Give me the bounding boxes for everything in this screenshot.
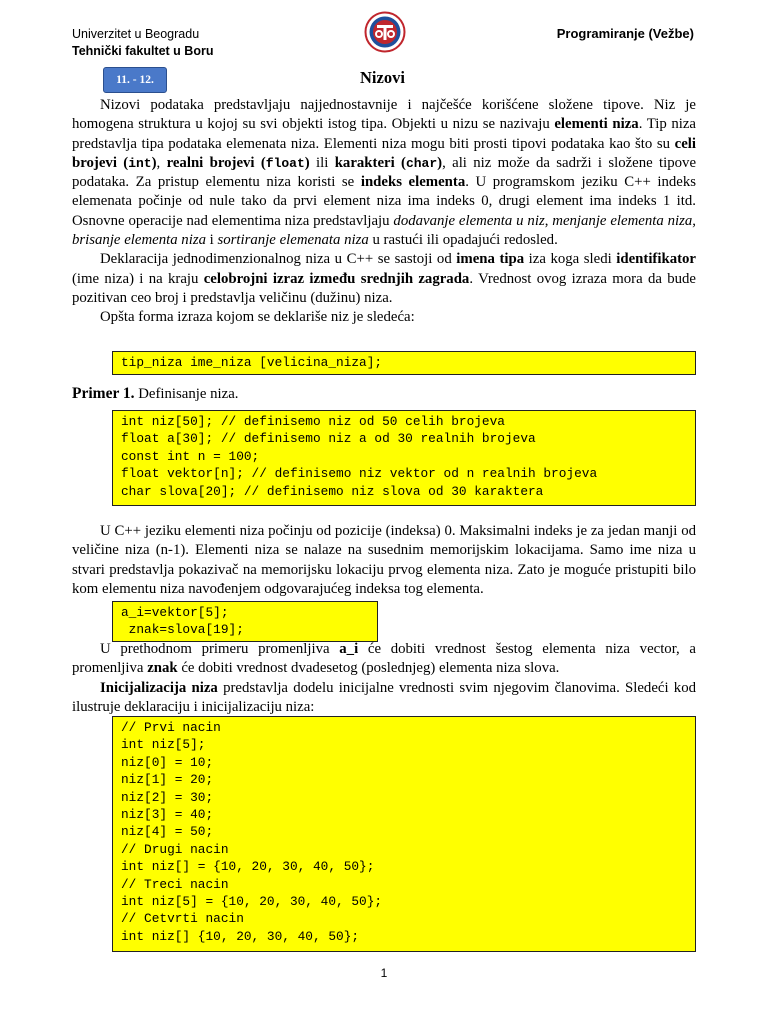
intro-text	[72, 96, 696, 328]
code-block-example: int niz[50]; // definisemo niz od 50 celih brojeva float a[30]; // definisemo niz a od 30 realnih brojeva const int n = 100; float vektor[n]; // definisemo niz vektor od n realnih brojeva char slova[20]; // definisemo niz slova od 30 karaktera	[112, 410, 696, 506]
page-title: Nizovi	[360, 68, 405, 87]
header-left	[72, 26, 213, 60]
explanation-text	[72, 640, 696, 717]
code-block-general-form: tip_niza ime_niza [velicina_niza];	[112, 351, 696, 375]
paragraph-explanation: U prethodnom primeru promenljiva a_i će dobiti vrednost šestog elementa niza vector, a promenljiva znak će dobiti vrednost dvadesetog (poslednjeg) elementa niza slova.	[72, 641, 696, 677]
university-name: Univerzitet u Beogradu	[72, 27, 200, 41]
paragraph-general-form: Opšta forma izraza kojom se deklariše niz je sledeća:	[100, 309, 415, 326]
faculty-logo	[364, 11, 406, 53]
code-block-initialization: // Prvi nacin int niz[5]; niz[0] = 10; niz[1] = 20; niz[2] = 30; niz[3] = 40; niz[4] = 50; // Drugi nacin int niz[] = {10, 20, 30, 40, 50}; // Treci nacin int niz[5] = {10, 20, 30, 40, 50}; // Cetvrti nacin int niz[] {10, 20, 30, 40, 50};	[112, 716, 696, 952]
page-number: 1	[380, 966, 388, 980]
faculty-name: Tehnički fakultet u Boru	[72, 44, 214, 58]
paragraph-declaration: Deklaracija jednodimenzionalnog niza u C++ se sastoji od imena tipa iza koga sledi identifikator (ime niza) i na kraju celobrojni izraz između srednjih zagrada. Vrednost ovog izraza mora da bude pozitivan ceo broj i predstavlja veličinu (dužinu) niza.	[72, 251, 696, 306]
paragraph-intro: Nizovi podataka predstavljaju najjednostavnije i najčešće korišćene složene tipove. Niz je homogena struktura u kojoj su svi objekti istog tipa. Objekti u nizu se nazivaju elementi niza. Tip niza predstavlja tipa podataka elemenata niza. Elementi niza mogu biti prosti tipovi podataka kao što su celi brojevi (int), realni brojevi (float) ili karakteri (char), ali niz može da sadrži i složene tipove podataka. Za pristup elementu niza koristi se indeks elementa. U programskom jeziku C++ indeks elemenata počinje od nule tako da prvi element niza ima indeks 0, drugi element ima indeks 1 itd. Osnovne operacije nad elementima niza predstavljaju dodavanje elementa u niz, menjanje elementa niza, brisanje elementa niza i sortiranje elemenata niza u rastući ili opadajući redosled.	[72, 97, 697, 249]
course-name: Programiranje (Vežbe)	[556, 26, 694, 41]
lesson-badge: 11. - 12.	[103, 67, 167, 93]
example-text: Definisanje niza.	[134, 386, 239, 402]
paragraph-initialization: Inicijalizacija niza predstavlja dodelu inicijalne vrednosti svim njegovim članovima. Sledeći kod ilustruje deklaraciju i inicijalizaciju niza:	[72, 679, 696, 715]
indexing-text	[72, 522, 696, 599]
example-label: Primer 1.	[72, 385, 135, 402]
example-heading	[72, 384, 696, 404]
paragraph-indexing: U C++ jeziku elementi niza počinju od pozicije (indeksa) 0. Maksimalni indeks je za jedan manji od veličine niza (n-1). Elementi niza se nalaze na susednim memorijskim lokacijama. Samo ime niza u stvari predstavlja pokazivač na memorijsku lokaciju prvog elementa niza. Zato je moguće pristupiti bilo kom elementu niza navođenjem odgovarajućeg indeksa tog elementa.	[72, 523, 696, 597]
code-block-access: a_i=vektor[5]; znak=slova[19];	[112, 601, 378, 642]
